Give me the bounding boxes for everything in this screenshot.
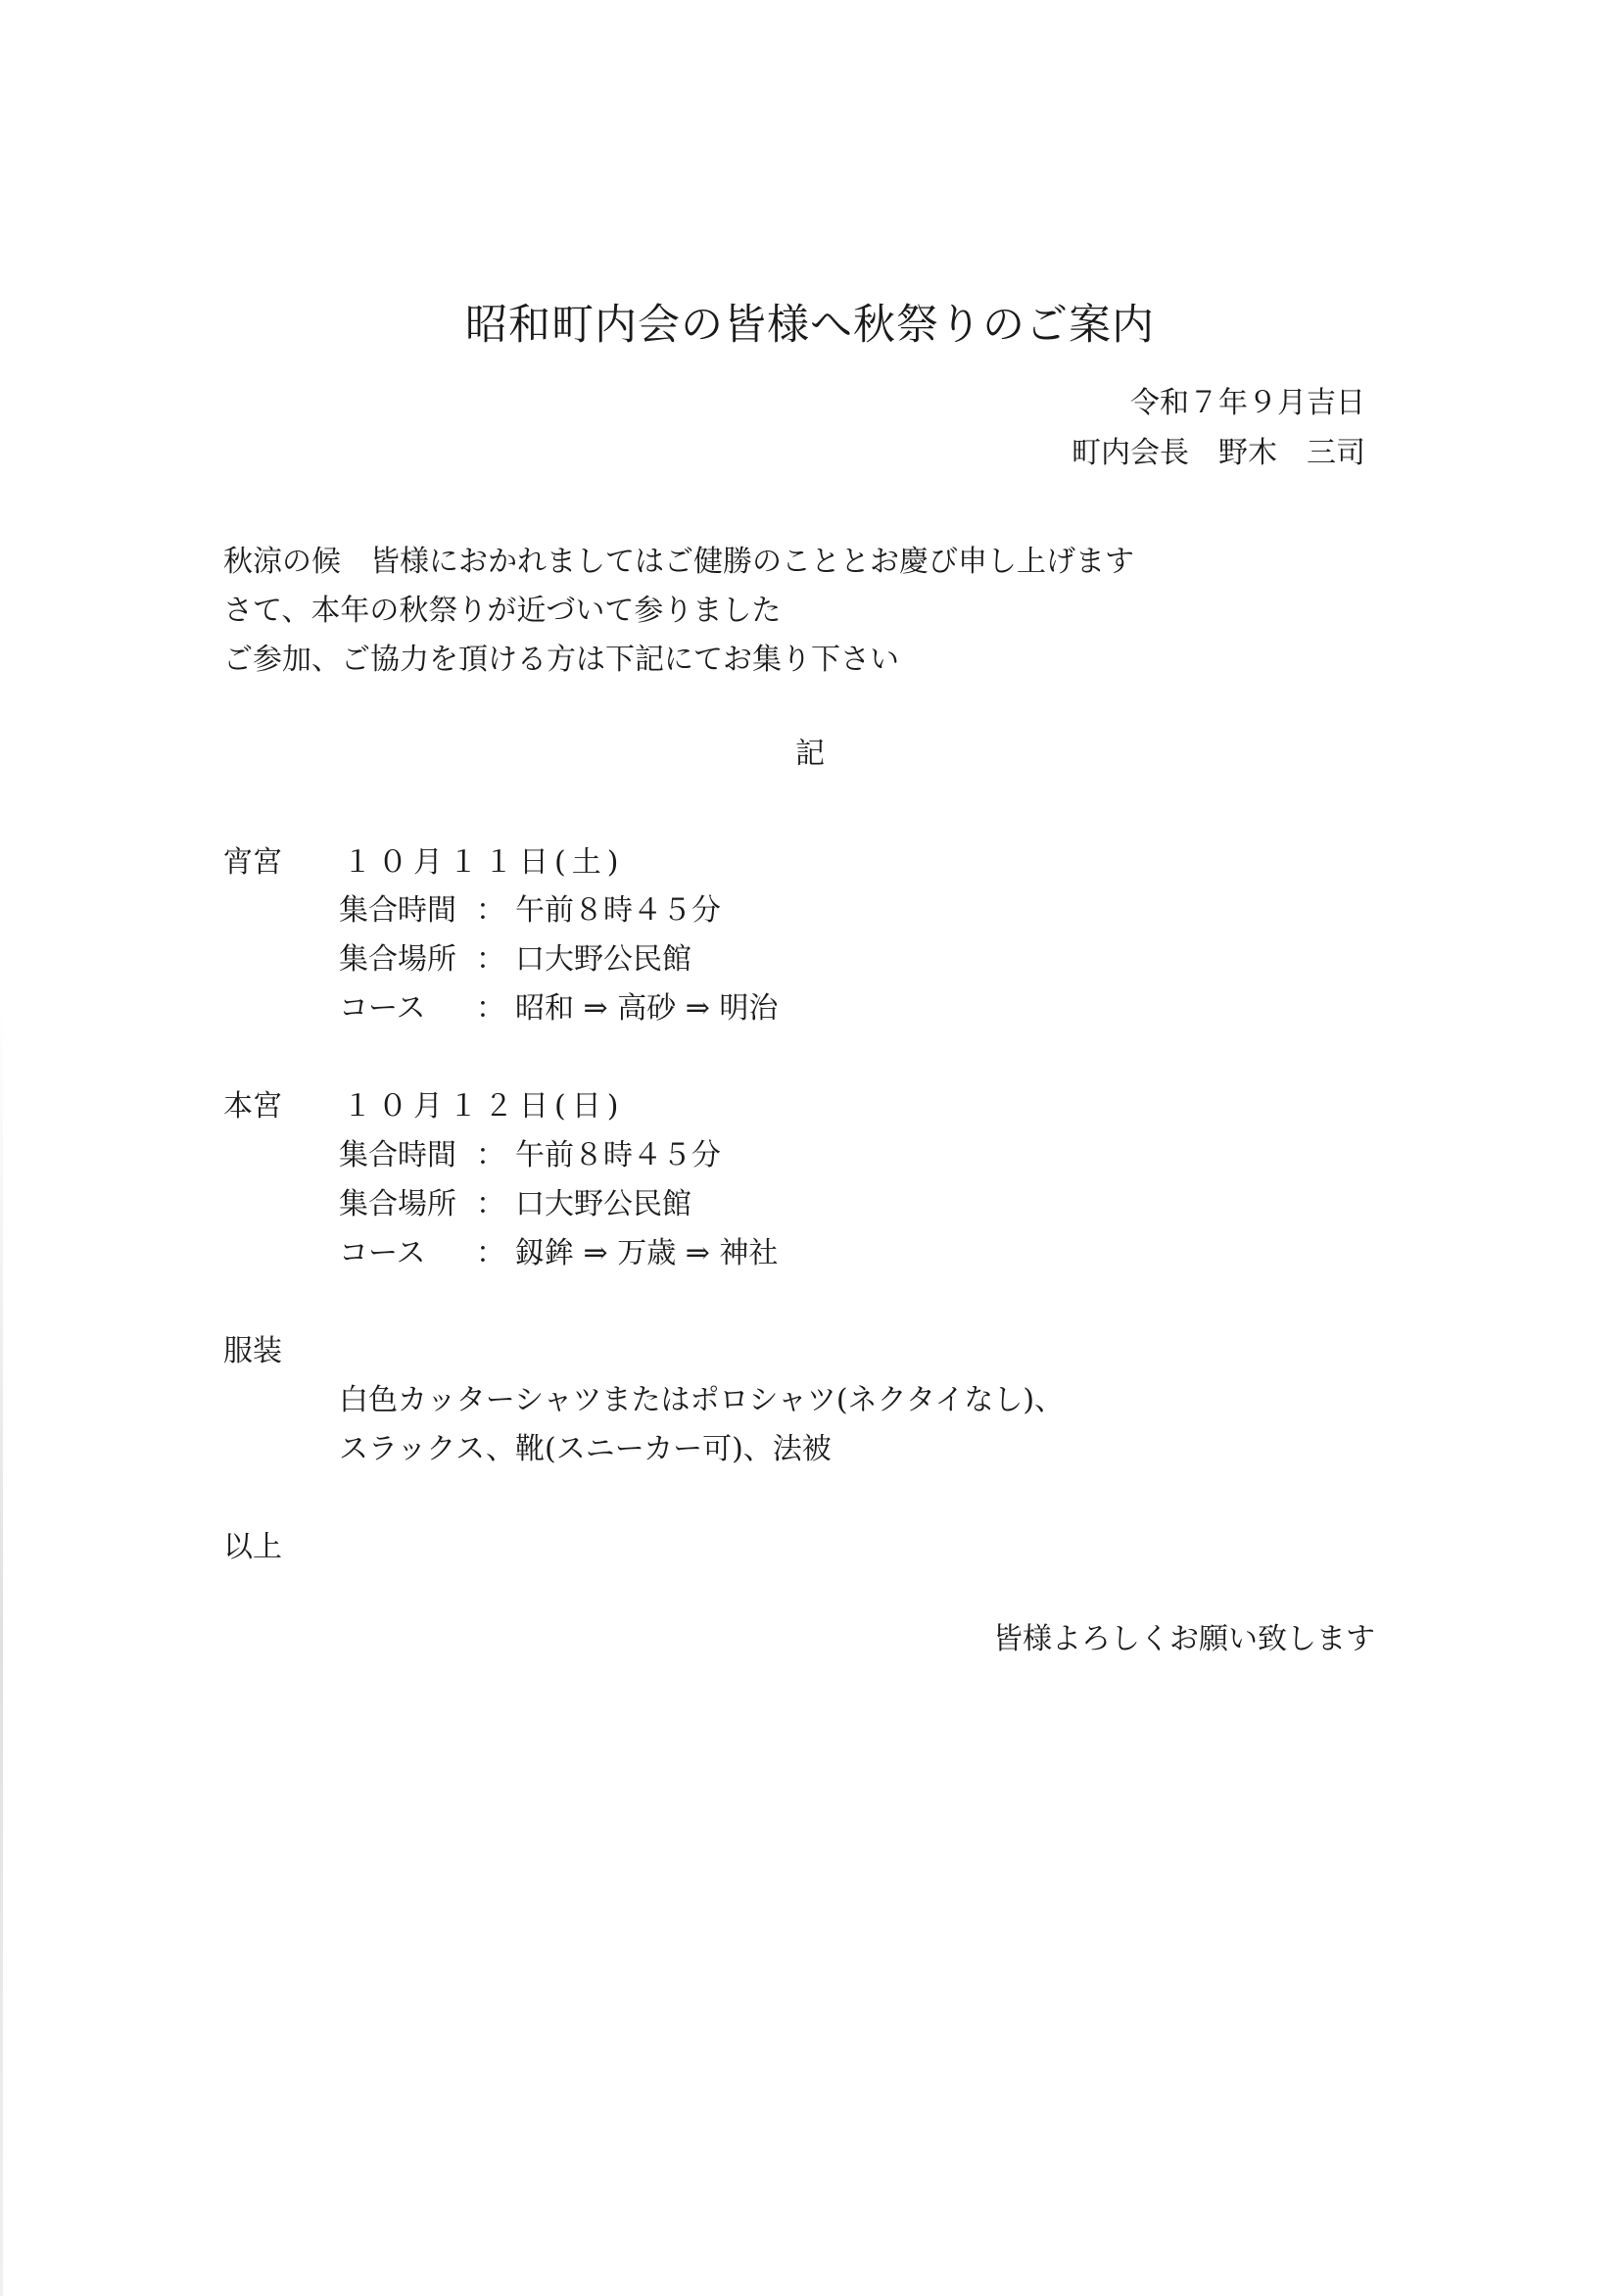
yoimiya-place-value: 口大野公民館 — [515, 942, 691, 977]
author-line: 町内会長 野木 三司 — [1072, 436, 1365, 470]
honmiya-course-label: コース — [339, 1236, 426, 1270]
ijou-text: 以上 — [223, 1530, 282, 1564]
issue-date: 令和７年９月吉日 — [1130, 386, 1365, 420]
yoimiya-time-row — [339, 885, 721, 929]
honmiya-place-label: 集合場所 — [339, 1187, 456, 1221]
document-title: 昭和町内会の皆様へ秋祭りのご案内 — [465, 301, 1155, 350]
honmiya-course-colon: ： — [476, 1236, 505, 1270]
yoimiya-course-row — [339, 983, 778, 1027]
yoimiya-time-value: 午前８時４５分 — [515, 893, 721, 928]
honmiya-time-row — [339, 1130, 721, 1173]
yoimiya-course-label: コース — [339, 991, 426, 1026]
yoimiya-label: 宵宮 — [223, 845, 282, 880]
honmiya-place-row — [339, 1179, 691, 1222]
ki-heading: 記 — [795, 737, 825, 771]
honmiya-place-colon: ： — [476, 1187, 505, 1221]
greeting-line-2: さて、本年の秋祭りが近づいて参りました — [223, 594, 782, 628]
honmiya-course-value: 釼鉾 ⇒ 万歳 ⇒ 神社 — [515, 1236, 779, 1270]
yoimiya-course-colon: ： — [476, 991, 505, 1026]
yoimiya-time-colon: ： — [476, 893, 505, 928]
honmiya-time-label: 集合時間 — [339, 1138, 456, 1172]
yoimiya-time-label: 集合時間 — [339, 893, 456, 928]
scan-edge-shadow — [0, 999, 3, 2296]
honmiya-place-value: 口大野公民館 — [515, 1187, 691, 1221]
yoimiya-date: １０月１１日(土) — [343, 845, 625, 880]
honmiya-label: 本宮 — [223, 1089, 282, 1124]
yoimiya-course-value: 昭和 ⇒ 高砂 ⇒ 明治 — [515, 991, 779, 1026]
honmiya-course-row — [339, 1228, 778, 1271]
honmiya-time-value: 午前８時４５分 — [515, 1138, 721, 1172]
greeting-line-3: ご参加、ご協力を頂ける方は下記にてお集り下さい — [223, 643, 899, 677]
greeting-line-1: 秋涼の候 皆様におかれましてはご健勝のこととお慶び申し上げます — [223, 545, 1134, 579]
honmiya-date: １０月１２日(日) — [343, 1089, 625, 1124]
yoimiya-place-row — [339, 934, 691, 978]
yoimiya-place-colon: ： — [476, 942, 505, 977]
yoimiya-place-label: 集合場所 — [339, 942, 456, 977]
dress-label: 服装 — [223, 1334, 282, 1368]
closing-line: 皆様よろしくお願い致します — [993, 1622, 1375, 1656]
honmiya-time-colon: ： — [476, 1138, 505, 1172]
dress-line-1: 白色カッターシャツまたはポロシャツ(ネクタイなし)、 — [339, 1383, 1065, 1417]
dress-line-2: スラックス、靴(スニーカー可)、法被 — [339, 1432, 832, 1466]
